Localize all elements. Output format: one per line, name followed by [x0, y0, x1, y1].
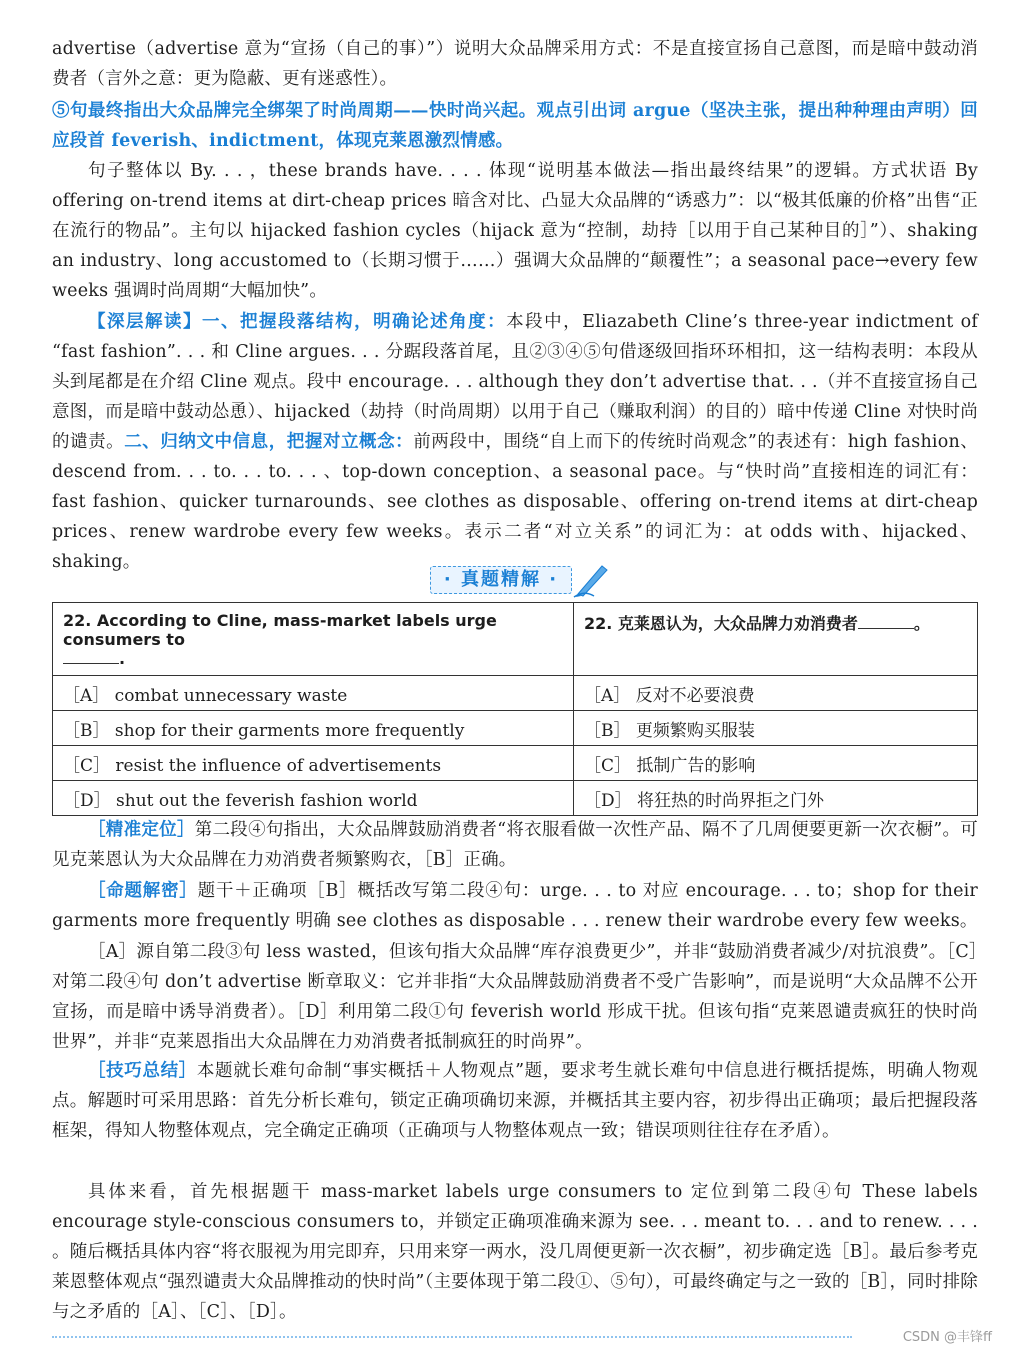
question-stem-cn: 22. 克莱恩认为，大众品牌力劝消费者 。 [574, 603, 978, 676]
option-en: ［B］ shop for their garments more frequently [53, 711, 574, 746]
deep-reading-tag: 【深层解读】 [88, 312, 203, 332]
question-table [52, 602, 978, 816]
deep-reading-heading-2: 二、归纳文中信息，把握对立概念： [124, 432, 414, 452]
deep-reading-text-2: 前两段中，围绕“自上而下的传统时尚观念”的表述有：high fashion、descend from. . . to. . . to. . . 、top-down conception、a seasonal pace。与“快时尚”直接相连的词汇有：fast fashion、quicker turnarounds、see clothes as disposable、offering on-trend items at dirt-cheap prices、renew wardrobe every few weeks。表示二者“对立关系”的词汇为：at odds with、hijacked、shaking。 [52, 432, 978, 572]
answer-blank [63, 649, 119, 664]
option-en: ［A］ combat unnecessary waste [53, 676, 574, 711]
paragraph-precise-location: ［精准定位］第二段④句指出，大众品牌鼓励消费者“将衣服看做一次性产品、隔不了几周便要更新一次衣橱”。可见克莱恩认为大众品牌在力劝消费者频繁购衣，［B］正确。 [52, 820, 979, 870]
paragraph-skill-summary: ［技巧总结］本题就长难句命制“事实概括＋人物观点”题，要求考生就长难句中信息进行概括提炼，明确人物观点。解题时可采用思路：首先分析长难句，锁定正确项确切来源，并概括其主要内容，初步得出正确项；最后把握段落框架，得知人物整体观点，完全确定正确项（正确项与人物整体观点一致；错误项则往往存在矛盾）。 [52, 1061, 978, 1141]
paragraph-sentence5-analysis: ⑤句最终指出大众品牌完全绑架了时尚周期——快时尚兴起。观点引出词 argue（坚决主张，提出种种理由声明）回应段首 feverish、indictment，体现克莱恩激烈情感。 [52, 101, 978, 151]
pen-icon [572, 560, 612, 598]
deep-reading-text-1: 本段中，Eliazabeth Cline’s three-year indictment of “fast fashion”. . . 和 Cline argues. . . 分踞段落首尾，且②③④⑤句借逐级回指环环相扣，这一结构表明：本段从头到尾都是在介绍 Cline 观点。段中 encourage. . . although they don’t advertise that. . .（并不直接宣扬自己意图，而是暗中鼓动怂恿）、hijacked（劫持（时尚周期）以用于自己（赚取利润）的目的）暗中传递 Cline 对快时尚的谴责。 [52, 312, 978, 452]
banner-label: · 真题精解 · [430, 566, 572, 594]
question-stem-row [53, 603, 978, 676]
paragraph-question-decode: ［命题解密］题干＋正确项［B］概括改写第二段④句：urge. . . to 对应 encourage. . . to；shop for their garments more frequently 明确 see clothes as disposable . . . renew their wardrobe every few weeks。 [52, 881, 978, 931]
option-cn: ［D］ 将狂热的时尚界拒之门外 [574, 781, 978, 816]
option-en: ［D］ shut out the feverish fashion world [53, 781, 574, 816]
option-row [53, 781, 978, 816]
option-cn: ［C］ 抵制广告的影响 [574, 746, 978, 781]
option-en: ［C］ resist the influence of advertisements [53, 746, 574, 781]
section-banner [430, 560, 630, 598]
option-cn: ［A］ 反对不必要浪费 [574, 676, 978, 711]
paragraph-detailed-steps: 具体来看，首先根据题干 mass-market labels urge consumers to 定位到第二段④句 These labels encourage style-conscious consumers to，并锁定正确项准确来源为 see. . . meant to. . . and to renew. . . . 。随后概括具体内容“将衣服视为用完即弃，只用来穿一两水，没几周便更新一次衣橱”，初步确定选［B］。最后参考克莱恩整体观点“强烈谴责大众品牌推动的快时尚”（主要体现于第二段①、⑤句），可最终确定与之一致的［B］，同时排除与之矛盾的［A］、［C］、［D］。 [52, 1182, 978, 1322]
skill-summary-tag: ［技巧总结］ [88, 1061, 197, 1081]
paragraph-advertise-note: advertise（advertise 意为“宣扬（自己的事）”）说明大众品牌采用方式：不是直接宣扬自己意图，而是暗中鼓动消费者（言外之意：更为隐蔽、更有迷惑性）。 [52, 39, 978, 89]
option-row [53, 746, 978, 781]
deep-reading-heading-1: 一、把握段落结构，明确论述角度： [202, 312, 507, 332]
question-stem-en: 22. According to Cline, mass-market labels urge consumers to . [53, 603, 574, 676]
option-cn: ［B］ 更频繁购买服装 [574, 711, 978, 746]
question-decode-tag: ［命题解密］ [88, 881, 198, 901]
bottom-divider [52, 1336, 852, 1338]
answer-blank-cn [858, 614, 914, 629]
option-row [53, 711, 978, 746]
paragraph-distractor-analysis: ［A］源自第二段③句 less wasted，但该句指大众品牌“库存浪费更少”，并非“鼓励消费者减少/对抗浪费”。［C］对第二段④句 don’t advertise 断章取义：它并非指“大众品牌鼓励消费者不受广告影响”，而是说明“大众品牌不公开宣扬，而是暗中诱导消费者）。［D］利用第二段①句 feverish world 形成干扰。但该句指“克莱恩谴责疯狂的快时尚世界”，并非“克莱恩指出大众品牌在力劝消费者抵制疯狂的时尚界”。 [52, 942, 978, 1052]
watermark: CSDN @丰锋ff [902, 1330, 992, 1345]
paragraph-deep-reading [52, 307, 978, 577]
precise-location-tag: ［精准定位］ [88, 820, 195, 840]
option-row [53, 676, 978, 711]
paragraph-sentence-structure: 句子整体以 By. . . ，these brands have. . . . 体现“说明基本做法—指出最终结果”的逻辑。方式状语 By offering on-trend items at dirt-cheap prices 暗含对比、凸显大众品牌的“诱惑力”：以“极其低廉的价格”出售“正在流行的物品”。主句以 hijacked fashion cycles（hijack 意为“控制，劫持［以用于自己某种目的］”）、shaking an industry、long accustomed to（长期习惯于……）强调大众品牌的“颠覆性”；a seasonal pace→every few weeks 强调时尚周期“大幅加快”。 [52, 161, 978, 301]
